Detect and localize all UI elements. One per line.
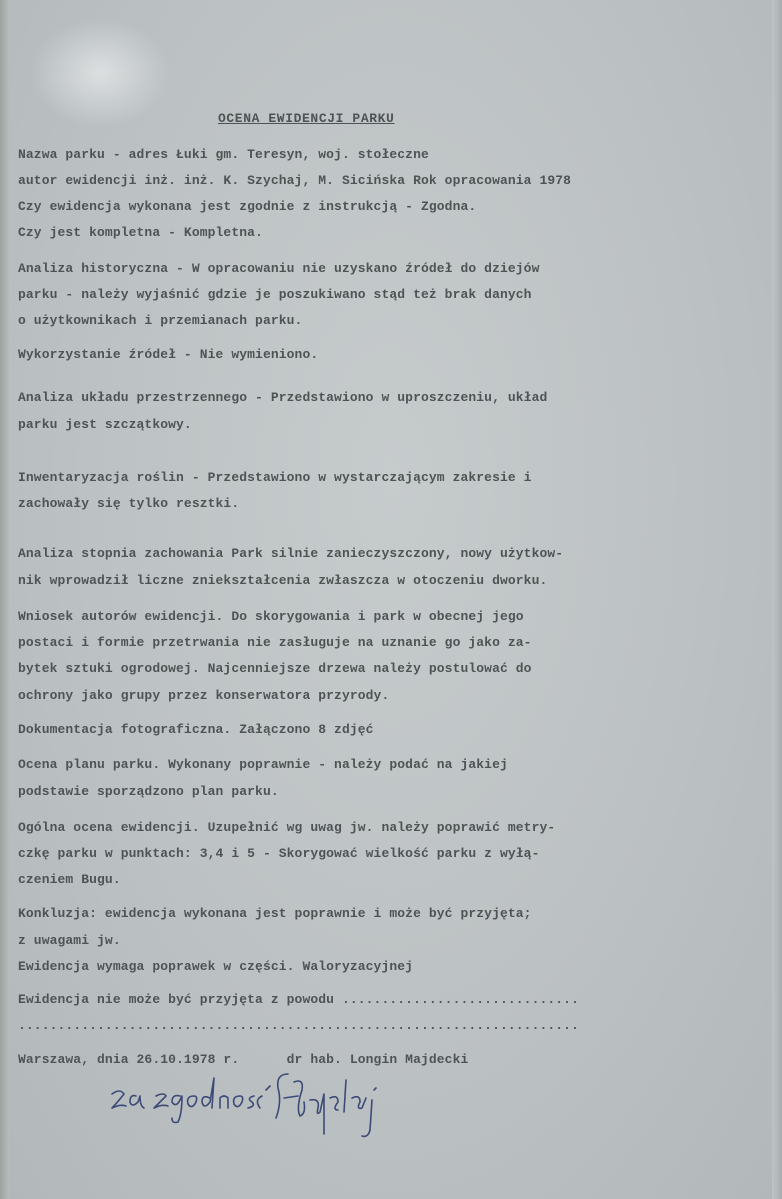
- authors-conclusion-line-3: bytek sztuki ogrodowej. Najcenniejsze drzewa należy postulować do: [18, 661, 532, 676]
- general-assessment-line-1: Ogólna ocena ewidencji. Uzupełnić wg uwag jw. należy poprawić metry-: [18, 820, 556, 835]
- conclusion-line-1: Konkluzja: ewidencja wykonana jest poprawnie i może być przyjęta;: [18, 906, 532, 921]
- rejection-line: Ewidencja nie może być przyjęta z powodu ..............................: [18, 992, 579, 1007]
- conclusion-line-2: z uwagami jw.: [18, 933, 121, 948]
- photo-documentation-line: Dokumentacja fotograficzna. Załączono 8 zdjęć: [18, 722, 374, 737]
- author-line: autor ewidencji inż. inż. K. Szychaj, M. Sicińska Rok opracowania 1978: [18, 173, 572, 188]
- sources-line: Wykorzystanie źródeł - Nie wymieniono.: [18, 347, 319, 362]
- historical-analysis-line-1: Analiza historyczna - W opracowaniu nie uzyskano źródeł do dziejów: [18, 261, 540, 276]
- general-assessment-line-2: czkę parku w punktach: 3,4 i 5 - Skorygować wielkość parku z wyłą-: [18, 846, 540, 861]
- preservation-line-2: nik wprowadził liczne zniekształcenia zwłaszcza w otoczeniu dworku.: [18, 573, 548, 588]
- date-signatory-line: Warszawa, dnia 26.10.1978 r. dr hab. Longin Majdecki: [18, 1052, 469, 1067]
- spatial-analysis-line-1: Analiza układu przestrzennego - Przedstawiono w uproszczeniu, układ: [18, 390, 548, 405]
- authors-conclusion-line-2: postaci i formie przetrwania nie zasługuje na uznanie go jako za-: [18, 635, 532, 650]
- plan-assessment-line-1: Ocena planu parku. Wykonany poprawnie - należy podać na jakiej: [18, 757, 508, 772]
- page-edge-right: [772, 0, 782, 1199]
- paper-stain: [30, 18, 170, 128]
- plan-assessment-line-2: podstawie sporządzono plan parku.: [18, 784, 279, 799]
- dotted-line: .......................................................................: [18, 1018, 579, 1033]
- historical-analysis-line-2: parku - należy wyjaśnić gdzie je poszukiwano stąd też brak danych: [18, 287, 532, 302]
- historical-analysis-line-3: o użytkownikach i przemianach parku.: [18, 313, 303, 328]
- authors-conclusion-line-1: Wniosek autorów ewidencji. Do skorygowania i park w obecnej jego: [18, 609, 524, 624]
- page-edge-left: [0, 0, 9, 1199]
- plant-inventory-line-1: Inwentaryzacja roślin - Przedstawiono w wystarczającym zakresie i: [18, 470, 532, 485]
- authors-conclusion-line-4: ochrony jako grupy przez konserwatora przyrody.: [18, 688, 390, 703]
- document-title: OCENA EWIDENCJI PARKU: [218, 111, 395, 126]
- plant-inventory-line-2: zachowały się tylko resztki.: [18, 496, 240, 511]
- corrections-line: Ewidencja wymaga poprawek w części. Waloryzacyjnej: [18, 959, 414, 974]
- compliance-line: Czy ewidencja wykonana jest zgodnie z instrukcją - Zgodna.: [18, 199, 477, 214]
- spatial-analysis-line-2: parku jest szczątkowy.: [18, 417, 192, 432]
- completeness-line: Czy jest kompletna - Kompletna.: [18, 225, 263, 240]
- handwritten-signature: [106, 1068, 391, 1158]
- park-name-line: Nazwa parku - adres Łuki gm. Teresyn, woj. stołeczne: [18, 147, 429, 162]
- preservation-line-1: Analiza stopnia zachowania Park silnie zanieczyszczony, nowy użytkow-: [18, 546, 564, 561]
- general-assessment-line-3: czeniem Bugu.: [18, 872, 121, 887]
- signature-drawing: [106, 1068, 391, 1158]
